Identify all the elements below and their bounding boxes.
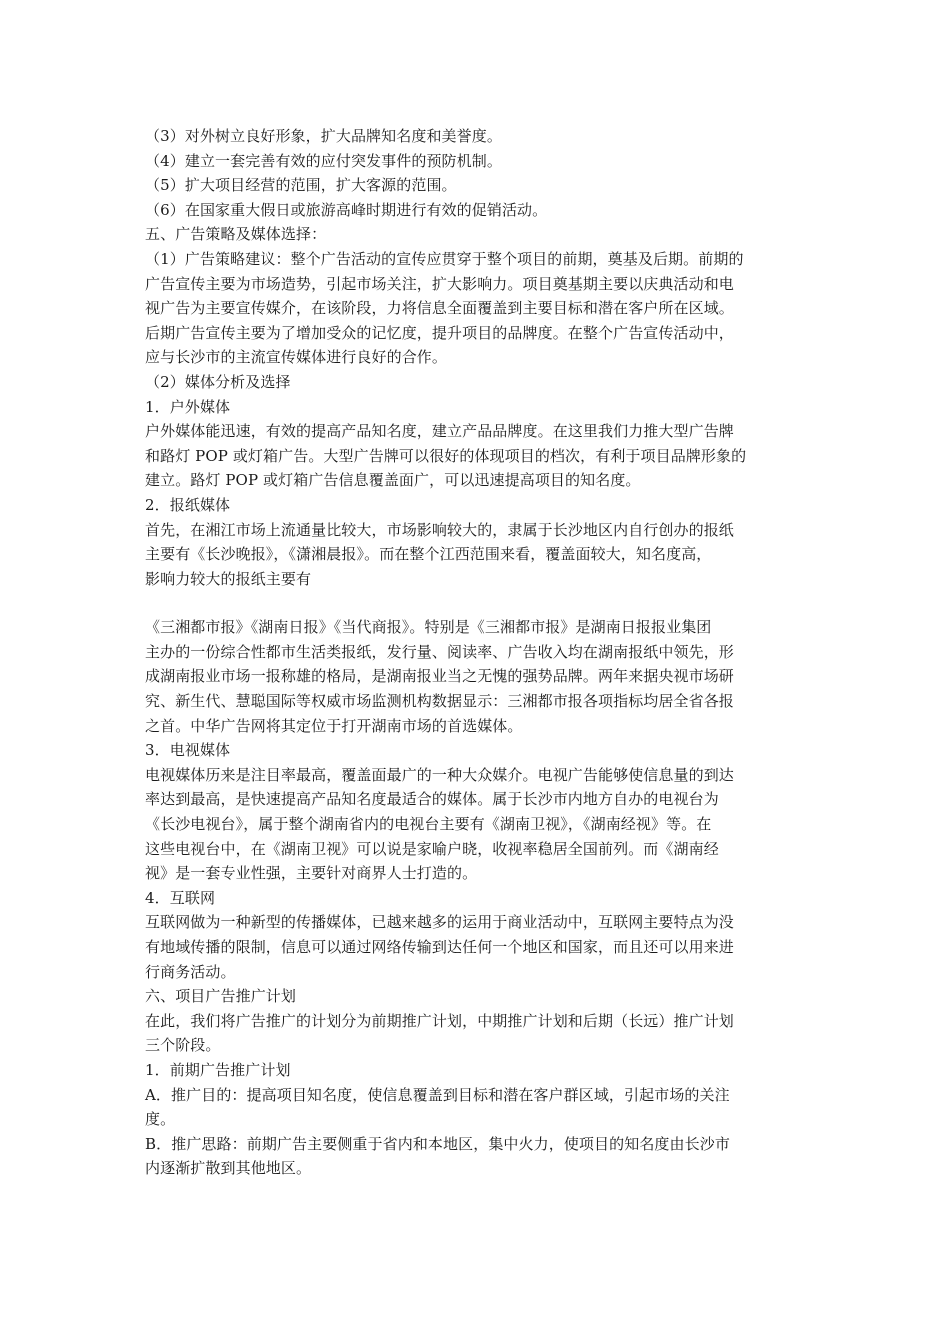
paragraph [145, 419, 810, 493]
page-break-gap [145, 591, 810, 615]
paragraph [145, 247, 810, 370]
text-line: B．推广思路：前期广告主要侧重于省内和本地区，集中火力，使项目的知名度由长沙市 [145, 1134, 730, 1153]
paragraph [145, 763, 810, 886]
text-line: 影响力较大的报纸主要有 [145, 569, 312, 588]
text-line: 电视媒体历来是注目率最高，覆盖面最广的一种大众媒介。电视广告能够使信息量的到达 [145, 765, 734, 784]
paragraph [145, 124, 810, 149]
text-line: 4．互联网 [145, 888, 216, 907]
paragraph [145, 173, 810, 198]
paragraph [145, 886, 810, 911]
document-page [145, 124, 810, 1181]
text-line: 和路灯 POP 或灯箱广告。大型广告牌可以很好的体现项目的档次，有利于项目品牌形象的 [145, 446, 747, 465]
text-line: 3．电视媒体 [145, 741, 231, 760]
text-line: 率达到最高，是快速提高产品知名度最适合的媒体。属于长沙市内地方自办的电视台为 [145, 790, 719, 809]
text-line: 之首。中华广告网将其定位于打开湖南市场的首选媒体。 [145, 716, 523, 735]
text-line: 《长沙电视台》，属于整个湖南省内的电视台主要有《湖南卫视》，《湖南经视》等。在 [145, 815, 712, 834]
text-line: （3）对外树立良好形象，扩大品牌知名度和美誉度。 [145, 127, 502, 145]
paragraph [145, 222, 810, 247]
text-line: 究、新生代、慧聪国际等权威市场监测机构数据显示：三湘都市报各项指标均居全省各报 [145, 692, 734, 711]
text-line: （4）建立一套完善有效的应付突发事件的预防机制。 [145, 151, 502, 170]
text-line: （2）媒体分析及选择 [145, 372, 291, 391]
text-line: 有地域传播的限制，信息可以通过网络传输到达任何一个地区和国家，而且还可以用来进 [145, 938, 734, 956]
text-line: 这些电视台中，在《湖南卫视》可以说是家喻户晓，收视率稳居全国前列。而《湖南经 [145, 839, 719, 858]
text-line: 2．报纸媒体 [145, 495, 231, 514]
paragraph [145, 1132, 810, 1181]
text-line: 视广告为主要宣传媒介，在该阶段，力将信息全面覆盖到主要目标和潜在客户所在区域。 [145, 299, 734, 318]
text-line: 主要有《长沙晚报》，《潇湘晨报》。而在整个江西范围来看，覆盖面较大，知名度高， [145, 545, 712, 564]
text-line: A．推广目的：提高项目知名度，使信息覆盖到目标和潜在客户群区域，引起市场的关注 [145, 1085, 730, 1104]
paragraph [145, 395, 810, 420]
paragraph [145, 1058, 810, 1083]
text-line: 在此，我们将广告推广的计划分为前期推广计划，中期推广计划和后期（长远）推广计划 [145, 1011, 734, 1030]
text-line: 建立。路灯 POP 或灯箱广告信息覆盖面广，可以迅速提高项目的知名度。 [145, 471, 641, 490]
text-line: 度。 [145, 1110, 176, 1129]
paragraph [145, 615, 810, 738]
text-line: 视》是一套专业性强，主要针对商界人士打造的。 [145, 864, 478, 883]
text-line: 行商务活动。 [145, 962, 236, 981]
text-line: 1．前期广告推广计划 [145, 1060, 291, 1079]
text-line: 后期广告宣传主要为了增加受众的记忆度，提升项目的品牌度。在整个广告宣传活动中， [145, 323, 734, 342]
text-line: 成湖南报业市场一报称雄的格局，是湖南报业当之无愧的强势品牌。两年来据央视市场研 [145, 667, 734, 686]
text-line: 应与长沙市的主流宣传媒体进行良好的合作。 [145, 348, 448, 367]
paragraph [145, 198, 810, 223]
paragraph [145, 149, 810, 174]
paragraph [145, 493, 810, 518]
text-line: 三个阶段。 [145, 1036, 221, 1055]
text-line: 六、项目广告推广计划 [145, 987, 297, 1006]
paragraph [145, 984, 810, 1009]
paragraph [145, 738, 810, 763]
text-line: 户外媒体能迅速，有效的提高产品知名度，建立产品品牌度。在这里我们力推大型广告牌 [145, 422, 734, 441]
paragraph [145, 910, 810, 984]
text-line: （6）在国家重大假日或旅游高峰时期进行有效的促销活动。 [145, 200, 548, 219]
paragraph [145, 370, 810, 395]
text-line: 主办的一份综合性都市生活类报纸，发行量、阅读率、广告收入均在湖南报纸中领先，形 [145, 642, 734, 661]
text-line: 内逐渐扩散到其他地区。 [145, 1159, 312, 1178]
text-line: 五、广告策略及媒体选择： [145, 225, 327, 244]
text-line: 互联网做为一种新型的传播媒体，已越来越多的运用于商业活动中，互联网主要特点为没 [145, 913, 734, 932]
text-line: 《三湘都市报》《湖南日报》《当代商报》。特别是《三湘都市报》是湖南日报报业集团 [145, 618, 712, 637]
paragraph [145, 1009, 810, 1058]
text-line: 首先，在湘江市场上流通量比较大，市场影响较大的，隶属于长沙地区内自行创办的报纸 [145, 520, 734, 539]
text-line: （5）扩大项目经营的范围，扩大客源的范围。 [145, 176, 457, 195]
text-line: （1）广告策略建议：整个广告活动的宣传应贯穿于整个项目的前期，奠基及后期。前期的 [145, 249, 744, 268]
text-line: 广告宣传主要为市场造势，引起市场关注，扩大影响力。项目奠基期主要以庆典活动和电 [145, 274, 734, 293]
paragraph [145, 1083, 810, 1132]
text-line: 1．户外媒体 [145, 397, 231, 416]
paragraph [145, 518, 810, 592]
